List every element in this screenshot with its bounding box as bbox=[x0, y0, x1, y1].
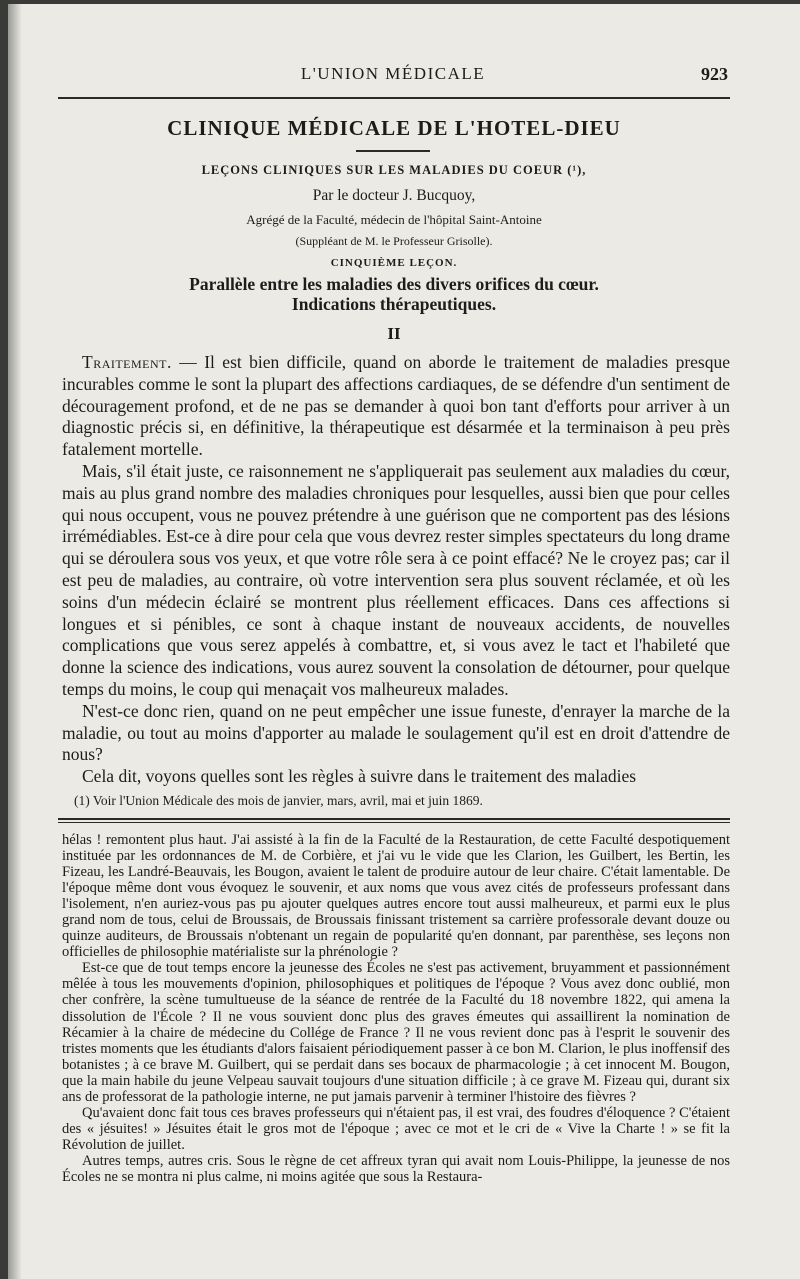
feuilleton-column bbox=[62, 832, 730, 1185]
lesson-subtitle: Parallèle entre les maladies des divers orifices du cœur. bbox=[189, 274, 599, 294]
feuilleton-paragraph: hélas ! remontent plus haut. J'ai assisté à la fin de la Faculté de la Restauration, de cette Faculté despotiquement instituée par les ordonnances de M. de Corbière, et j'ai vu le vide que les Clarion, les Guilbert, les Bertin, les Fizeau, les Landré-Beauvais, les Bougon, avaient le talent de produire autour de leur chaire. C'était lamentable. De l'époque même dont vous évoquez le souvenir, et aux noms que vous avez cités de professeurs professant dans l'isolement, n'en auriez-vous pas pu ajouter quelques autres encore tout aussi malheureux, et parmi eux le plus grand nom de tous, celui de Broussais, de Broussais finissant tristement sa carrière professorale devant douze ou quinze auditeurs, de Broussais n'obtenant un regain de popularité qu'en donnant, par parenthèse, ses leçons non officielles de philosophie matérialiste sur la phrénologie ? bbox=[62, 832, 730, 961]
author-affiliation-note: (Suppléant de M. le Professeur Grisolle). bbox=[295, 234, 493, 248]
lesson-heading: CINQUIÈME LEÇON. bbox=[330, 257, 458, 269]
paragraph-text: — Il est bien difficile, quand on aborde le traitement de maladies presque incurables comme le sont la plupart des affections cardiaques, de se défendre d'un sentiment de découragement profond, et de ne pas se demander à quoi bon tant d'efforts pour arriver à un diagnostic précis si, en définitive, la thérapeutique est désarmée et la terminaison à peu près fatalement mortelle. bbox=[62, 352, 730, 460]
section-number: II bbox=[387, 324, 401, 343]
body-paragraph: N'est-ce donc rien, quand on ne peut empêcher une issue funeste, d'enrayer la marche de la maladie, ou tout au moins d'apporter au malade le soulagement qu'il est en droit d'attendre de nous? bbox=[62, 700, 730, 765]
article-body bbox=[62, 352, 730, 788]
body-paragraph: Cela dit, voyons quelles sont les règles à suivre dans le traitement des maladies bbox=[82, 766, 637, 787]
printed-page bbox=[8, 4, 800, 1279]
feuilleton-paragraph: Qu'avaient donc fait tous ces braves professeurs qui n'étaient pas, il est vrai, des foudres d'éloquence ? C'étaient des « jésuites! » Jésuites était le gros mot de l'époque ; avec ce mot et le cri de « Vive la Charte ! » se fit la Révolution de juillet. bbox=[62, 1104, 730, 1153]
running-head bbox=[58, 62, 728, 92]
author-line: Par le docteur J. Bucquoy, bbox=[312, 187, 476, 204]
author-affiliation: Agrégé de la Faculté, médecin de l'hôpital Saint-Antoine bbox=[246, 212, 542, 227]
article-title: CLINIQUE MÉDICALE DE L'HOTEL-DIEU bbox=[167, 116, 621, 140]
title-rule bbox=[356, 150, 430, 152]
header-rule bbox=[58, 97, 730, 99]
feuilleton-paragraph: Est-ce que de tout temps encore la jeunesse des Écoles ne s'est pas activement, bruyamment et passionnément mêlée à tous les mouvements d'opinion, philosophiques et politiques de l'époque ? Vous avez donc oublié, mon cher confrère, la scène tumultueuse de la séance de rentrée de la Faculté du 18 novembre 1822, qui amena la dissolution de l'École ? Il ne vous souvient donc plus des graves émeutes qui assaillirent la nomination de Récamier à la chaire de médecine du Collége de France ? Il ne vous revient donc pas à l'esprit le souvenir des tristes moments que les étudiants d'alors faisaient périodiquement passer à ce bon M. Clarion, le plus inoffensif des botanistes ; à ce brave M. Guilbert, qui se perdait dans ses bocaux de pharmacologie ; à cet innocent M. Bougon, que la main habile du jeune Velpeau sauvait toujours d'une situation difficile ; à ce grave M. Fizeau qui, durant six ans de professorat de la pathologie interne, ne put jamais parvenir à terminer l'histoire des fièvres ? bbox=[62, 960, 730, 1105]
body-paragraph: Mais, s'il était juste, ce raisonnement ne s'appliquerait pas seulement aux maladies du cœur, mais au plus grand nombre des maladies chroniques pour lesquelles, aussi bien que pour celles qui nous occupent, vous ne pouvez prétendre à une guérison que ne comportent pas des lésions irrémédiables. Est-ce à dire pour cela que vous devrez rester simples spectateurs du long drame qui se déroulera sous vos yeux, et que votre rôle sera à ce point effacé? Ne le croyez pas; car il est peu de maladies, au contraire, où votre intervention sera plus souvent réclamée, et où les soins d'un médecin éclairé se montrent plus réellement efficaces. Dans ces affections si longues et si pénibles, ce sont à chaque instant de nouveaux accidents, de nouvelles complications que vous serez appelés à combattre, et, si vous avez le tact et l'habileté que donne la science des indications, vous aurez souvent la consolation de détourner, pour quelque temps du moins, le coup qui menaçait vos malheureux malades. bbox=[62, 460, 730, 699]
feuilleton-rule bbox=[58, 818, 730, 820]
feuilleton-paragraph: Autres temps, autres cris. Sous le règne de cet affreux tyran qui avait nom Louis-Philippe, la jeunesse de nos Écoles ne se montra ni plus calme, ni moins agitée que sous la Restaura- bbox=[62, 1152, 730, 1185]
page-number: 923 bbox=[701, 64, 728, 84]
series-line: LEÇONS CLINIQUES SUR LES MALADIES DU COEUR (¹), bbox=[201, 163, 587, 177]
feuilleton-rule-thin bbox=[58, 822, 730, 823]
page-gutter-shadow bbox=[8, 4, 22, 1279]
running-title: L'UNION MÉDICALE bbox=[300, 64, 486, 83]
body-paragraph bbox=[62, 352, 730, 461]
lesson-subtitle-2: Indications thérapeutiques. bbox=[291, 294, 497, 314]
lead-word: Traitement. bbox=[82, 352, 172, 372]
footnote: (1) Voir l'Union Médicale des mois de janvier, mars, avril, mai et juin 1869. bbox=[74, 793, 483, 808]
